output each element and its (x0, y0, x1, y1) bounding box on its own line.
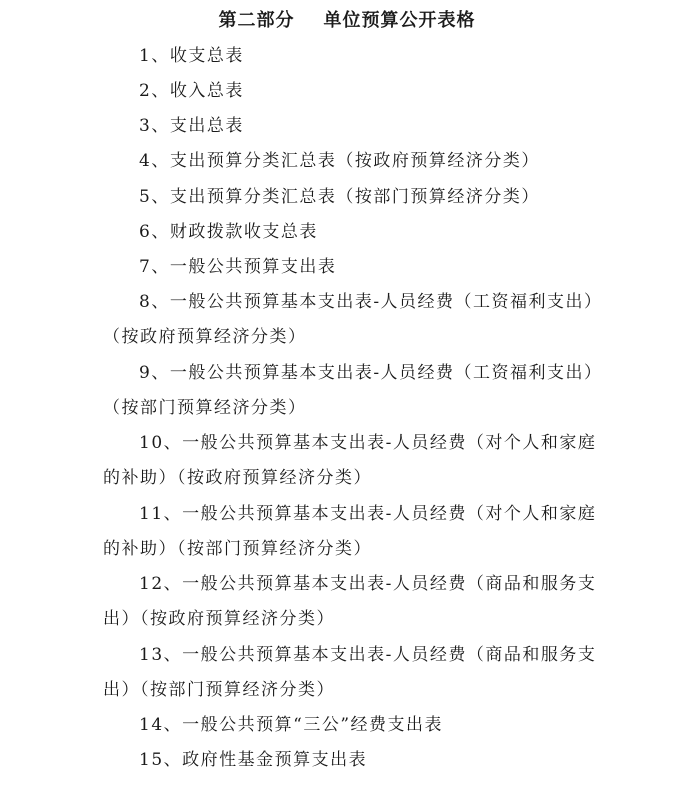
list-item-9-line-2: （按部门预算经济分类） (103, 398, 307, 418)
list-item-2: 2、收入总表 (139, 81, 244, 101)
list-item-12-line-2: 出）（按政府预算经济分类） (103, 609, 335, 629)
list-item-12-line-1: 12、一般公共预算基本支出表-人员经费（商品和服务支 (139, 574, 597, 594)
list-item-1: 1、收支总表 (139, 46, 244, 66)
list-item-15: 15、政府性基金预算支出表 (139, 750, 368, 770)
list-item-3: 3、支出总表 (139, 116, 244, 136)
list-item-9-line-1: 9、一般公共预算基本支出表-人员经费（工资福利支出） (139, 363, 603, 383)
list-item-8-line-2: （按政府预算经济分类） (103, 327, 307, 347)
page-title: 第二部分 单位预算公开表格 (218, 10, 476, 31)
list-item-4: 4、支出预算分类汇总表（按政府预算经济分类） (139, 151, 540, 171)
list-item-13-line-2: 出）（按部门预算经济分类） (103, 680, 335, 700)
list-item-11-line-1: 11、一般公共预算基本支出表-人员经费（对个人和家庭 (139, 504, 597, 524)
list-item-11-line-2: 的补助）（按部门预算经济分类） (103, 539, 372, 559)
list-item-6: 6、财政拨款收支总表 (139, 222, 318, 242)
list-item-14: 14、一般公共预算“三公”经费支出表 (139, 715, 444, 735)
list-item-7: 7、一般公共预算支出表 (139, 257, 337, 277)
list-item-10-line-2: 的补助）（按政府预算经济分类） (103, 468, 372, 488)
list-item-10-line-1: 10、一般公共预算基本支出表-人员经费（对个人和家庭 (139, 433, 597, 453)
list-item-8-line-1: 8、一般公共预算基本支出表-人员经费（工资福利支出） (139, 292, 603, 312)
list-item-5: 5、支出预算分类汇总表（按部门预算经济分类） (139, 187, 540, 207)
list-item-13-line-1: 13、一般公共预算基本支出表-人员经费（商品和服务支 (139, 645, 597, 665)
